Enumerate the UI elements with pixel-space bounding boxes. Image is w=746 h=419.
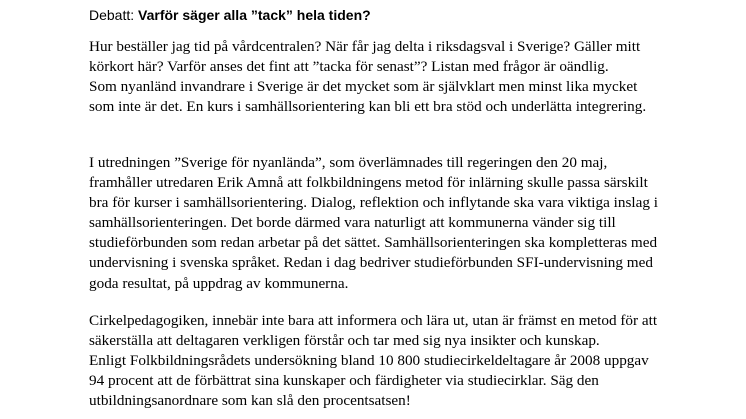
paragraph-line: 94 procent att de förbättrat sina kunskaper och färdigheter via studiecirklar. Säg den bbox=[89, 372, 599, 390]
paragraph-line: undervisning i svenska språket. Redan i dag bedriver studieförbunden SFI-undervisning med bbox=[89, 254, 653, 272]
paragraph-line: samhällsorienteringen. Det borde därmed vara naturligt att kommunerna vänder sig till bbox=[89, 214, 616, 232]
paragraph-2 bbox=[89, 153, 658, 294]
paragraph-line: Hur beställer jag tid på vårdcentralen? När får jag delta i riksdagsval i Sverige? Gäller mitt bbox=[89, 38, 641, 55]
paragraph-line: Som nyanländ invandrare i Sverige är det mycket som är självklart men minst lika mycket bbox=[89, 78, 638, 96]
paragraph-line: körkort här? Varför anses det fint att ”tacka för senast”? Listan med frågor är oändlig. bbox=[89, 58, 609, 76]
paragraph-line: Cirkelpedagogiken, innebär inte bara att informera och lära ut, utan är främst en metod för att bbox=[89, 312, 658, 329]
article-heading bbox=[89, 6, 371, 24]
paragraph-line: Enligt Folkbildningsrådets undersökning bland 10 800 studiecirkeldeltagare år 2008 uppgav bbox=[89, 352, 649, 370]
paragraph-1 bbox=[89, 37, 646, 117]
article-title: Varför säger alla ”tack” hela tiden? bbox=[138, 7, 371, 23]
paragraph-line: I utredningen ”Sverige för nyanlända”, som överlämnades till regeringen den 20 maj, bbox=[89, 154, 608, 171]
paragraph-line: goda resultat, på uppdrag av kommunerna. bbox=[89, 274, 349, 292]
paragraph-line: bra för kurser i samhällsorientering. Dialog, reflektion och inflytande ska vara viktiga inslag i bbox=[89, 194, 658, 212]
paragraph-line: säkerställa att deltagaren verkligen förstår och tar med sig nya insikter och kunskap. bbox=[89, 332, 600, 350]
paragraph-line: utbildningsanordnare som kan slå den procentsatsen! bbox=[89, 392, 411, 410]
paragraph-line: studieförbunden som redan arbetar på det sättet. Samhällsorienteringen ska kompletteras med bbox=[89, 234, 658, 252]
paragraph-3 bbox=[89, 311, 657, 411]
paragraph-line: som inte är det. En kurs i samhällsorientering kan bli ett bra stöd och underlätta integrering. bbox=[89, 98, 647, 116]
paragraph-line: framhåller utredaren Erik Amnå att folkbildningens metod för inlärning skulle passa särskilt bbox=[89, 174, 648, 192]
heading-prefix: Debatt: bbox=[89, 7, 135, 23]
